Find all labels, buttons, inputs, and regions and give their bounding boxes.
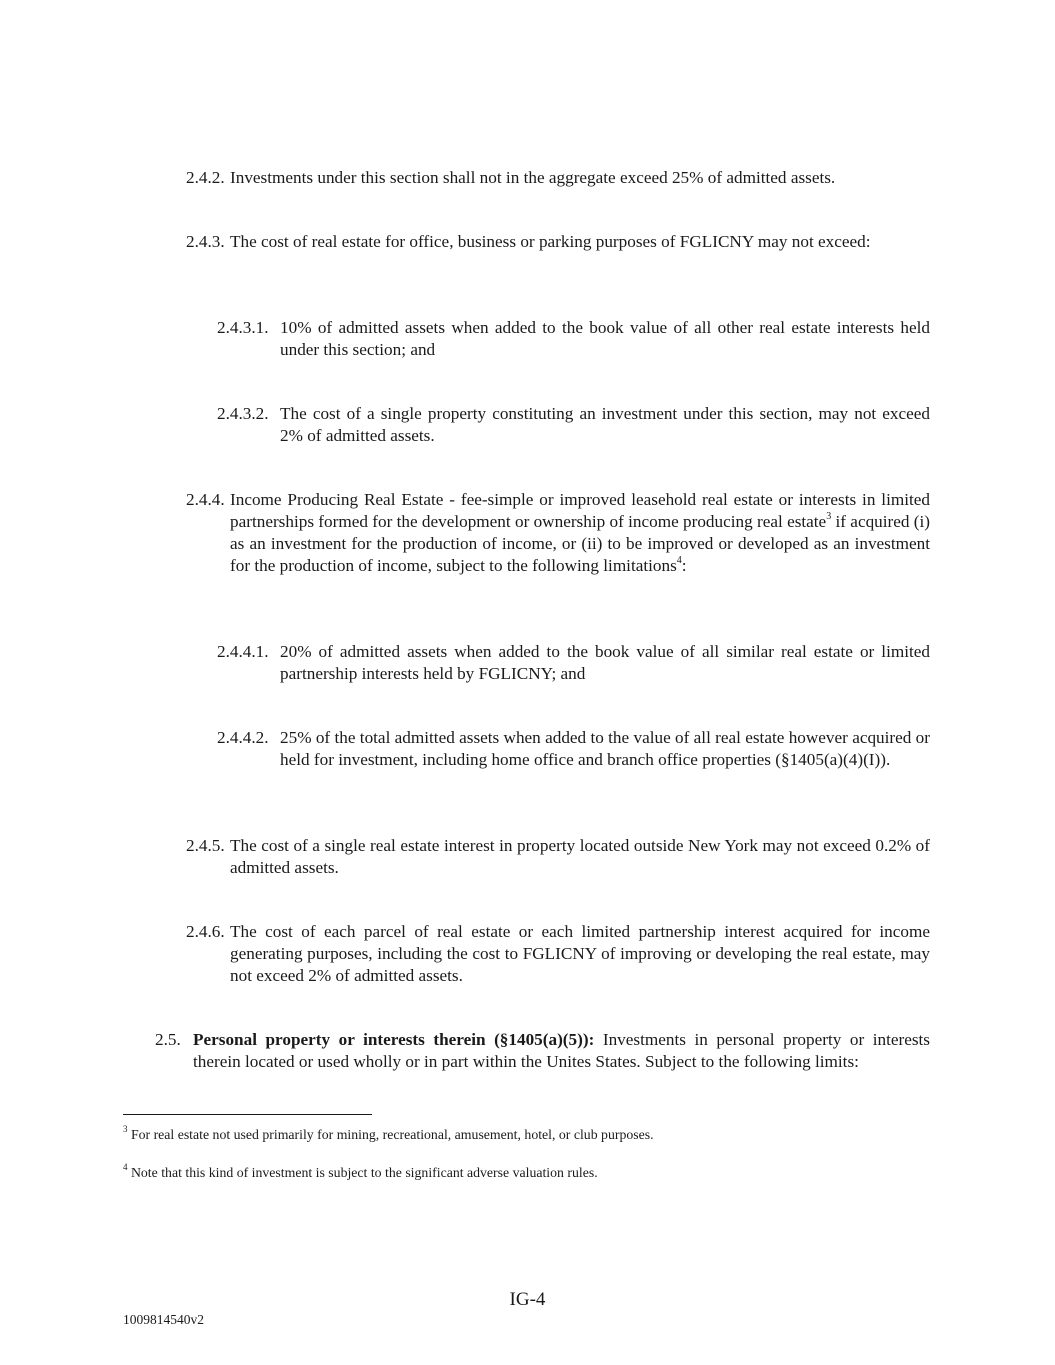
- section-text: The cost of a single real estate interest in property located outside New York may not exceed 0.2% of admitted assets.: [230, 836, 930, 877]
- footnote-separator: [123, 1114, 372, 1115]
- document-id: 1009814540v2: [123, 1312, 204, 1327]
- section-text: 10% of admitted assets when added to the book value of all other real estate interests held under this section; and: [280, 318, 930, 359]
- footnote-ref: 3: [826, 511, 832, 523]
- section-2-4-4-2: [217, 727, 930, 771]
- section-number: 2.4.3.: [186, 232, 225, 251]
- footnote-text: Note that this kind of investment is subject to the significant adverse valuation rules.: [127, 1165, 598, 1180]
- section-number: 2.4.3.2.: [217, 404, 269, 423]
- section-heading: Personal property or interests therein (§1405(a)(5)):: [193, 1030, 595, 1049]
- section-text: The cost of each parcel of real estate or each limited partnership interest acquired for income generating purposes, including the cost to FGLICNY of improving or developing the real estate, may not exceed 2% of admitted assets.: [230, 922, 930, 985]
- footnote-4: [123, 1164, 598, 1182]
- section-2-4-6: [186, 921, 930, 987]
- section-text-part: Income Producing Real Estate - fee-simple or improved leasehold real estate or interests in limited partnerships formed for the development or ownership of income producing real estate: [230, 490, 930, 531]
- section-text: 25% of the total admitted assets when added to the value of all real estate however acquired or held for investment, including home office and branch office properties (§1405(a)(4)(I)).: [280, 728, 930, 769]
- section-text: [230, 489, 930, 577]
- footnote-text: For real estate not used primarily for mining, recreational, amusement, hotel, or club purposes.: [127, 1127, 654, 1142]
- section-2-4-5: [186, 835, 930, 879]
- section-text: The cost of a single property constituting an investment under this section, may not exceed 2% of admitted assets.: [280, 404, 930, 445]
- section-2-4-3: [186, 231, 930, 253]
- section-text: [193, 1029, 930, 1073]
- section-number: 2.4.4.1.: [217, 642, 269, 661]
- section-number: 2.5.: [155, 1030, 181, 1049]
- section-text: 20% of admitted assets when added to the book value of all similar real estate or limited partnership interests held by FGLICNY; and: [280, 642, 930, 683]
- page-number: IG-4: [509, 1289, 546, 1310]
- section-number: 2.4.4.2.: [217, 728, 269, 747]
- section-2-4-3-2: [217, 403, 930, 447]
- section-number: 2.4.6.: [186, 922, 225, 941]
- section-number: 2.4.4.: [186, 490, 225, 509]
- footnote-3: [123, 1126, 654, 1144]
- section-2-4-2: [186, 167, 930, 189]
- section-text: Investments under this section shall not in the aggregate exceed 25% of admitted assets.: [230, 168, 836, 187]
- section-text: The cost of real estate for office, business or parking purposes of FGLICNY may not exceed:: [230, 232, 871, 251]
- section-2-4-4-1: [217, 641, 930, 685]
- section-2-5: [155, 1029, 930, 1073]
- section-number: 2.4.5.: [186, 836, 225, 855]
- section-2-4-4: [186, 489, 930, 577]
- footnote-mark: 3: [123, 1124, 128, 1135]
- section-2-4-3-1: [217, 317, 930, 361]
- section-number: 2.4.3.1.: [217, 318, 269, 337]
- footnote-mark: 4: [123, 1162, 128, 1173]
- section-text-part: if acquired (i) as an investment for the production of income, or (ii) to be improved or developed as an investment for the production of income, subject to the following limitations: [230, 512, 931, 575]
- section-text-part: :: [681, 556, 687, 575]
- footnote-ref: 4: [676, 555, 682, 567]
- section-number: 2.4.2.: [186, 168, 225, 187]
- section-text-part: Investments in personal property or interests therein located or used wholly or in part within the Unites States. Subject to the following limits:: [193, 1030, 930, 1071]
